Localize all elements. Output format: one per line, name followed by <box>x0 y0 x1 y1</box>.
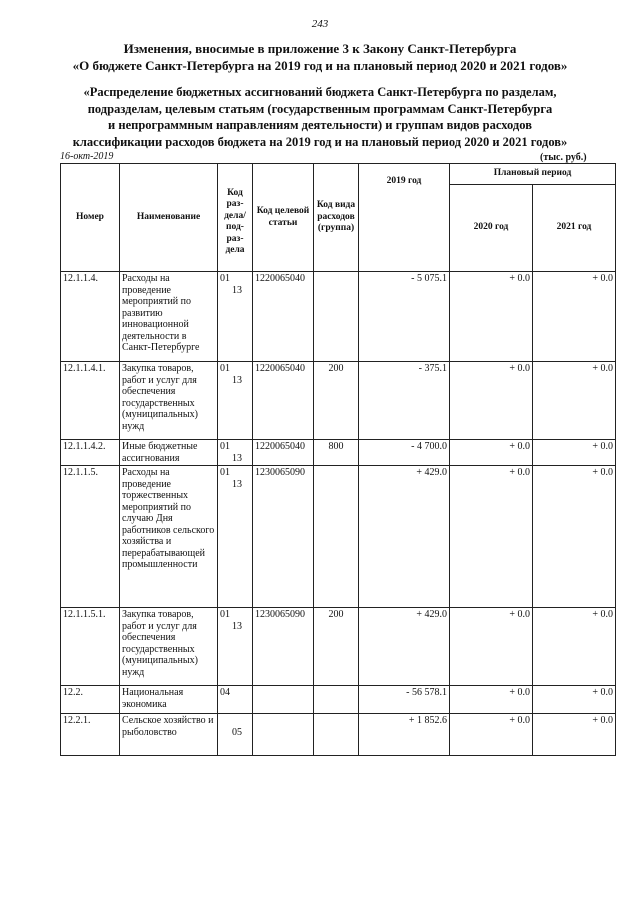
row-csr: 1220065040 <box>253 440 314 466</box>
row-2020: + 0.0 <box>450 466 533 608</box>
row-razdel-code <box>218 686 253 714</box>
row-2020: + 0.0 <box>450 608 533 686</box>
row-vr: 200 <box>314 608 359 686</box>
header-2020: 2020 год <box>450 185 533 272</box>
row-number: 12.1.1.5.1. <box>61 608 120 686</box>
row-number: 12.2.1. <box>61 714 120 756</box>
razdel-code: 04 <box>220 687 230 698</box>
row-vr: 200 <box>314 362 359 440</box>
header-name: Наименование <box>120 164 218 272</box>
row-razdel-code <box>218 272 253 362</box>
podrazdel-code: 05 <box>232 726 242 738</box>
document-date: 16-окт-2019 <box>60 151 114 162</box>
row-2020: + 0.0 <box>450 362 533 440</box>
table-row <box>61 714 616 756</box>
header-razdel: Код раз-дела/ под-раз-дела <box>218 164 253 272</box>
row-name: Сельское хозяйство и рыболовство <box>120 714 218 756</box>
row-csr: 1230065090 <box>253 608 314 686</box>
row-number: 12.1.1.5. <box>61 466 120 608</box>
row-name: Расходы на проведение торжественных мероприятий по случаю Дня работников сельского хозяйства и перерабатывающей промышленности <box>120 466 218 608</box>
row-name: Расходы на проведение мероприятий по развитию инновационной деятельности в Санкт-Петербурге <box>120 272 218 362</box>
table-row <box>61 272 616 362</box>
row-razdel-code <box>218 608 253 686</box>
row-name: Иные бюджетные ассигнования <box>120 440 218 466</box>
row-vr <box>314 714 359 756</box>
row-number: 12.1.1.4.1. <box>61 362 120 440</box>
row-vr: 800 <box>314 440 359 466</box>
razdel-code: 01 <box>220 441 230 452</box>
row-csr: 1220065040 <box>253 272 314 362</box>
row-2020: + 0.0 <box>450 272 533 362</box>
subtitle-line: и непрограммным направлениям деятельности) и группам видов расходов <box>108 118 532 132</box>
row-2021: + 0.0 <box>533 608 616 686</box>
podrazdel-code: 13 <box>232 284 242 296</box>
header-vr: Код вида расходов (группа) <box>314 164 359 272</box>
table-row <box>61 608 616 686</box>
header-csr: Код целевой статьи <box>253 164 314 272</box>
row-2021: + 0.0 <box>533 440 616 466</box>
header-2021: 2021 год <box>533 185 616 272</box>
razdel-code: 01 <box>220 273 230 284</box>
row-2019: + 1 852.6 <box>359 714 450 756</box>
row-name: Закупка товаров, работ и услуг для обеспечения государственных (муниципальных) нужд <box>120 608 218 686</box>
row-2019: - 4 700.0 <box>359 440 450 466</box>
podrazdel-code: 13 <box>232 452 242 464</box>
row-razdel-code <box>218 362 253 440</box>
budget-table <box>60 163 616 756</box>
row-2021: + 0.0 <box>533 362 616 440</box>
podrazdel-code: 13 <box>232 620 242 632</box>
subtitle-line: подразделам, целевым статьям (государственным программам Санкт-Петербурга <box>87 101 553 116</box>
row-2019: - 375.1 <box>359 362 450 440</box>
subtitle-line: классификации расходов бюджета на 2019 год и на плановый период 2020 и 2021 годов» <box>72 134 568 149</box>
units-label: (тыс. руб.) <box>540 152 587 163</box>
page-number: 243 <box>311 18 329 30</box>
row-number: 12.1.1.4. <box>61 272 120 362</box>
header-number: Номер <box>61 164 120 272</box>
header-2019: 2019 год <box>359 164 450 272</box>
row-csr: 1230065090 <box>253 466 314 608</box>
table-row <box>61 362 616 440</box>
row-vr <box>314 466 359 608</box>
row-2019: + 429.0 <box>359 608 450 686</box>
row-name: Закупка товаров, работ и услуг для обеспечения государственных (муниципальных) нужд <box>120 362 218 440</box>
row-2019: - 56 578.1 <box>359 686 450 714</box>
document-title <box>20 40 620 74</box>
row-csr: 1220065040 <box>253 362 314 440</box>
table-row <box>61 466 616 608</box>
row-csr <box>253 686 314 714</box>
row-2021: + 0.0 <box>533 686 616 714</box>
row-2020: + 0.0 <box>450 440 533 466</box>
document-subtitle <box>20 84 620 150</box>
row-2021: + 0.0 <box>533 714 616 756</box>
row-number: 12.1.1.4.2. <box>61 440 120 466</box>
podrazdel-code: 13 <box>232 478 242 490</box>
row-csr <box>253 714 314 756</box>
row-vr <box>314 686 359 714</box>
header-plan-period: Плановый период <box>450 164 616 185</box>
row-name: Национальная экономика <box>120 686 218 714</box>
row-razdel-code <box>218 714 253 756</box>
razdel-code: 01 <box>220 609 230 620</box>
podrazdel-code: 13 <box>232 374 242 386</box>
row-2019: - 5 075.1 <box>359 272 450 362</box>
razdel-code: 01 <box>220 467 230 478</box>
row-2019: + 429.0 <box>359 466 450 608</box>
row-2020: + 0.0 <box>450 714 533 756</box>
row-2020: + 0.0 <box>450 686 533 714</box>
row-2021: + 0.0 <box>533 466 616 608</box>
title-line: «О бюджете Санкт-Петербурга на 2019 год и на плановый период 2020 и 2021 годов» <box>72 58 568 73</box>
row-razdel-code <box>218 466 253 608</box>
row-2021: + 0.0 <box>533 272 616 362</box>
row-number: 12.2. <box>61 686 120 714</box>
row-razdel-code <box>218 440 253 466</box>
title-line: Изменения, вносимые в приложение 3 к Закону Санкт-Петербурга <box>123 41 517 56</box>
table-row <box>61 686 616 714</box>
row-vr <box>314 272 359 362</box>
razdel-code: 01 <box>220 363 230 374</box>
table-row <box>61 440 616 466</box>
subtitle-line: «Распределение бюджетных ассигнований бюджета Санкт-Петербурга по разделам, <box>83 85 557 99</box>
